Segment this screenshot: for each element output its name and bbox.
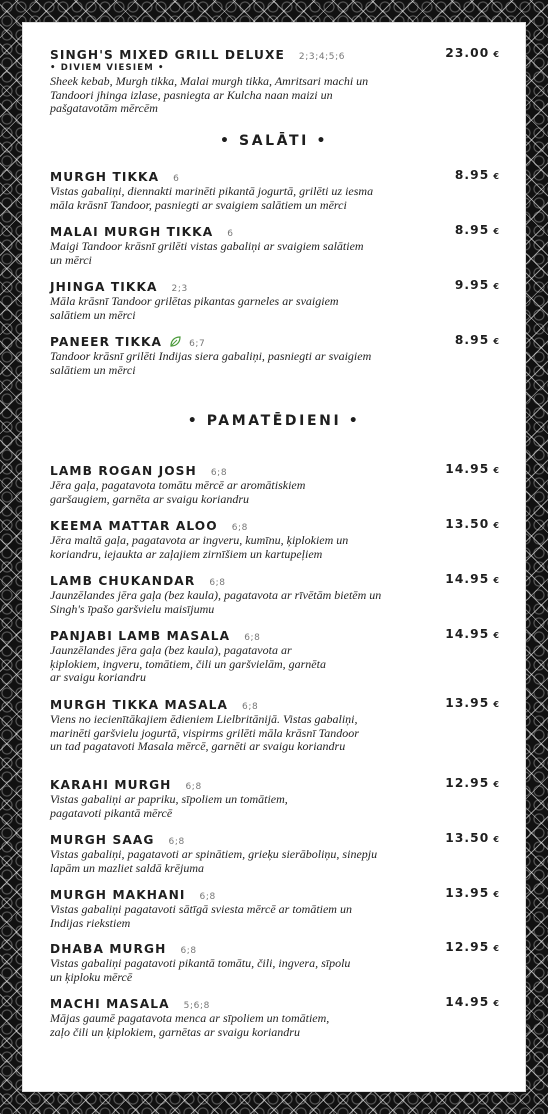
item-price: 13.95 € (445, 886, 500, 900)
item-name: KEEMA MATTAR ALOO (50, 519, 218, 533)
item-name: PANEER TIKKA (50, 335, 163, 349)
item-name: JHINGA TIKKA (50, 280, 158, 294)
item-allergens: 6;8 (199, 892, 216, 902)
menu-item (50, 517, 500, 561)
item-allergens: 6;8 (210, 468, 228, 478)
item-description: Sheek kebab, Murgh tikka, Malai murgh tikka, Amritsari machi un Tandoori jhinga izlase, pasniegta ar Kulcha naan maizi un pašgatavotām mērcēm (50, 74, 369, 115)
item-price: 8.95 € (454, 223, 500, 237)
item-price: 23.00 € (445, 46, 500, 60)
item-price: 12.95 € (445, 940, 500, 954)
section-title-salati: • SALĀTI • (220, 133, 328, 149)
item-name: MURGH SAAG (50, 833, 155, 847)
item-price: 12.95 € (445, 776, 500, 790)
menu-item (50, 886, 500, 930)
item-allergens: 5;6;8 (183, 1001, 210, 1011)
item-description: Vistas gabaliņi ar papriku, sīpoliem un tomātiem, pagatavoti pikantā mērcē (50, 792, 288, 820)
item-description: Jaunzēlandes jēra gaļa (bez kaula), pagatavota ar rīvētām bietēm un Singh's īpašo garšvielu maisījumu (50, 588, 382, 616)
item-name: MURGH TIKKA (50, 170, 160, 184)
item-description: Jaunzēlandes jēra gaļa (bez kaula), pagatavota ar ķiplokiem, ingveru, tomātiem, čili un garšvielām, garnēta ar svaigu koriandru (50, 643, 326, 684)
item-description: Jēra maltā gaļa, pagatavota ar ingveru, kumīnu, ķiplokiem un koriandru, iejaukta ar zaļajiem zirnīšiem un kartupeļiem (50, 533, 349, 561)
item-name: MURGH MAKHANI (50, 888, 186, 902)
item-price: 14.95 € (445, 995, 500, 1009)
item-name: SINGH'S MIXED GRILL DELUXE (50, 48, 285, 62)
item-description: Mājas gaumē pagatavota menca ar sīpoliem un tomātiem, zaļo čili un ķiplokiem, garnētas ar svaigu koriandru (50, 1011, 330, 1039)
item-description: Vistas gabaliņi pagatavoti pikantā tomātu, čili, ingvera, sīpolu un ķiploku mērcē (50, 956, 351, 984)
item-name: DHABA MURGH (50, 942, 167, 956)
menu-item (50, 333, 500, 377)
leaf-icon (169, 336, 181, 348)
menu-item (50, 278, 500, 322)
menu-item (50, 696, 500, 754)
menu-panel (22, 22, 526, 1092)
item-allergens: 6;8 (244, 633, 261, 643)
item-description: Vistas gabaliņi pagatavoti sātīgā sviesta mērcē ar tomātiem un Indijas riekstiem (50, 902, 352, 930)
item-price: 14.95 € (445, 572, 500, 586)
item-allergens: 6;8 (242, 702, 259, 712)
item-name: LAMB CHUKANDAR (50, 574, 196, 588)
item-subtitle: • DIVIEM VIESIEM • (50, 63, 165, 73)
item-name: MALAI MURGH TIKKA (50, 225, 214, 239)
item-description: Tandoor krāsnī grilēti Indijas siera gabaliņi, pasniegti ar svaigiem salātiem un mērci (50, 349, 372, 377)
item-allergens: 6;8 (180, 946, 197, 956)
item-allergens: 6 (173, 174, 180, 184)
item-description: Māla krāsnī Tandoor grilētas pikantas garneles ar svaigiem salātiem un mērci (50, 294, 339, 322)
menu-item (50, 223, 500, 267)
item-price: 13.50 € (445, 517, 500, 531)
item-description: Vistas gabaliņi, pagatavoti ar spinātiem, grieķu sierāboliņu, sinepju lapām un mazliet saldā krējuma (50, 847, 378, 875)
item-price: 13.95 € (445, 696, 500, 710)
item-description: Viens no iecienītākajiem ēdieniem Lielbritānijā. Vistas gabaliņi, marinēti garšvielu jogurtā, vispirms grilēti māla krāsnī Tandoor un tad pagatavoti Masala mērcē, garnēti ar svaigu koriandru (50, 712, 359, 753)
item-price: 13.50 € (445, 831, 500, 845)
section-title-pamatedieni: • PAMATĒDIENI • (187, 413, 361, 429)
menu-item (50, 462, 500, 506)
item-description: Vistas gabaliņi, diennakti marinēti pikantā jogurtā, grilēti uz iesma māla krāsnī Tandoor, pasniegti ar svaigiem salātiem un mērci (50, 184, 374, 212)
item-name: LAMB ROGAN JOSH (50, 464, 197, 478)
item-allergens: 2;3 (171, 284, 188, 294)
item-description: Maigi Tandoor krāsnī grilēti vistas gabaliņi ar svaigiem salātiem un mērci (50, 239, 364, 267)
item-price: 14.95 € (445, 627, 500, 641)
item-name: KARAHI MURGH (50, 778, 172, 792)
item-allergens: 6;8 (185, 782, 202, 792)
menu-item-mixed-grill (50, 46, 500, 116)
menu-item (50, 831, 500, 875)
item-price: 14.95 € (445, 462, 500, 476)
menu-item (50, 940, 500, 984)
item-price: 8.95 € (454, 333, 500, 347)
menu-item (50, 627, 500, 685)
menu-item (50, 168, 500, 212)
item-name: MURGH TIKKA MASALA (50, 698, 229, 712)
item-description: Jēra gaļa, pagatavota tomātu mērcē ar aromātiskiem garšaugiem, garnēta ar svaigu koriandru (50, 478, 306, 506)
menu-item (50, 995, 500, 1039)
item-price: 8.95 € (454, 168, 500, 182)
menu-item (50, 776, 500, 820)
item-name: PANJABI LAMB MASALA (50, 629, 231, 643)
item-name: MACHI MASALA (50, 997, 170, 1011)
item-allergens: 6;8 (231, 523, 249, 533)
item-allergens: 6;8 (209, 578, 226, 588)
item-allergens: 6;7 (189, 339, 206, 349)
item-price: 9.95 € (454, 278, 500, 292)
item-allergens: 6 (227, 229, 234, 239)
menu-item (50, 572, 500, 616)
item-allergens: 2;3;4;5;6 (298, 52, 346, 62)
item-allergens: 6;8 (168, 837, 185, 847)
